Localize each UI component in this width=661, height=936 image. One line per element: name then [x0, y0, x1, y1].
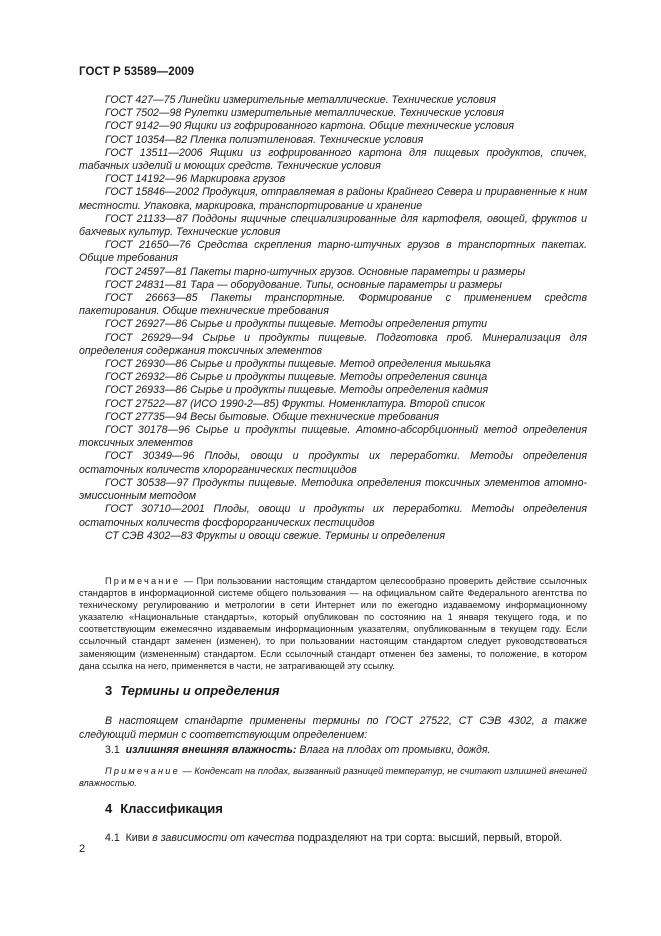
reference-item: ГОСТ 15846—2002 Продукция, отправляемая в районы Крайнего Севера и приравненные к ним местности. Упаковка, маркировка, транспортирование и хранение [79, 186, 587, 212]
reference-item: ГОСТ 26929—94 Сырье и продукты пищевые. Подготовка проб. Минерализация для определения содержания токсичных элементов [79, 331, 587, 357]
note-text: — При пользовании настоящим стандартом целесообразно проверить действие ссылочных стандартов в информационной системе общего пользования — на официальном сайте Федерального агентства по техническому регулированию и метрологии в сети Интернет или по ежегодно издаваемому информационному указателю «Национальные стандарты», который опубликован по состоянию на 1 января текущего года, и по соответствующим ежемесячно издаваемым информационным указателям, опубликованным в текущем году. Если ссылочный стандарт заменен (изменен), то при пользовании настоящим стандартом следует руководствоваться заменяющим (измененным) стандартом. Если ссылочный стандарт отменен без замены, то положение, в котором дана ссылка на него, применяется в части, не затрагивающей эту ссылку. [79, 576, 587, 671]
clause-end: подразделяют на три сорта: высший, первый, второй. [297, 832, 563, 844]
reference-item: ГОСТ 27735—94 Весы бытовые. Общие технические требования [105, 410, 439, 423]
clause-number: 4.1 [105, 832, 120, 844]
page-number: 2 [79, 843, 86, 855]
term-note [79, 765, 587, 789]
references-list [79, 94, 587, 543]
note-label: Примечание [105, 576, 181, 586]
reference-item: ГОСТ 13511—2006 Ящики из гофрированного картона для пищевых продуктов, спичек, табачных изделий и моющих средств. Технические условия [79, 146, 587, 173]
clause-start: Киви [125, 832, 150, 844]
reference-item: ГОСТ 26932—86 Сырье и продукты пищевые. Методы определения свинца [105, 371, 488, 384]
reference-item: ГОСТ 30538—97 Продукты пищевые. Методика определения токсичных элементов атомно-эмиссионным методом [79, 476, 587, 503]
section-4-heading [105, 801, 223, 816]
section-3-heading [105, 683, 280, 698]
section-number: 4 [105, 801, 113, 816]
reference-item: ГОСТ 30710—2001 Плоды, овощи и продукты их переработки. Методы определения остаточных количеств фосфорорганических пестицидов [79, 503, 587, 529]
reference-item: ГОСТ 26927—86 Сырье и продукты пищевые. Методы определения ртути [105, 318, 488, 331]
reference-item: ГОСТ 24831—81 Тара — оборудование. Типы, основные параметры и размеры [105, 278, 502, 291]
reference-item: ГОСТ 14192—96 Маркировка грузов [105, 173, 286, 186]
reference-item: ГОСТ 24597—81 Пакеты тарно-штучных грузов. Основные параметры и размеры [105, 265, 526, 278]
reference-item: ГОСТ 27522—87 (ИСО 1990-2—85) Фрукты. Номенклатура. Второй список [105, 397, 486, 410]
reference-item: ГОСТ 26933—86 Сырье и продукты пищевые. Методы определения кадмия [105, 384, 489, 397]
reference-item: ГОСТ 30178—96 Сырье и продукты пищевые. Атомно-абсорбционный метод определения токсичных элементов [79, 424, 587, 450]
reference-item: ГОСТ 10354—82 Пленка полиэтиленовая. Технические условия [105, 133, 424, 146]
section-number: 3 [105, 683, 113, 698]
reference-item: ГОСТ 7502—98 Рулетки измерительные металлические. Технические условия [105, 107, 504, 120]
section-title: Классификация [120, 801, 223, 816]
clause-4-1 [79, 831, 587, 845]
document-header: ГОСТ Р 53589—2009 [79, 66, 195, 78]
references-note [79, 575, 587, 672]
reference-item: ГОСТ 427—75 Линейки измерительные металлические. Технические условия [105, 94, 496, 106]
section-3-intro: В настоящем стандарте применены термины по ГОСТ 27522, СТ СЭВ 4302, а также следующий термин с соответствующим определением: [79, 715, 587, 741]
reference-item: ГОСТ 26930—86 Сырье и продукты пищевые. Метод определения мышьяка [105, 358, 491, 371]
reference-item: ГОСТ 21650—76 Средства скрепления тарно-штучных грузов в транспортных пакетах. Общие требования [79, 239, 587, 265]
reference-item: ГОСТ 9142—90 Ящики из гофрированного картона. Общие технические условия [105, 120, 515, 133]
term-definition [79, 743, 587, 757]
clause-italic: в зависимости от качества [152, 832, 295, 844]
term-number: 3.1 [105, 744, 120, 756]
reference-item: СТ СЭВ 4302—83 Фрукты и овощи свежие. Термины и определения [105, 529, 446, 542]
reference-item: ГОСТ 26663—85 Пакеты транспортные. Формирование с применением средств пакетирования. Общие технические требования [79, 292, 587, 318]
reference-item: ГОСТ 21133—87 Поддоны ящичные специализированные для картофеля, овощей, фруктов и бахчевых культур. Технические условия [79, 212, 587, 239]
note-text: — Конденсат на плодах, вызванный разницей температур, не считают излишней внешней влажностью. [79, 766, 587, 789]
section-title: Термины и определения [120, 683, 280, 698]
term-text: Влага на плодах от промывки, дождя. [299, 744, 491, 756]
reference-item: ГОСТ 30349—96 Плоды, овощи и продукты их переработки. Методы определения остаточных количеств хлорорганических пестицидов [79, 450, 587, 476]
note-label: Примечание [105, 766, 180, 776]
term-name: излишняя внешняя влажность: [125, 744, 297, 756]
